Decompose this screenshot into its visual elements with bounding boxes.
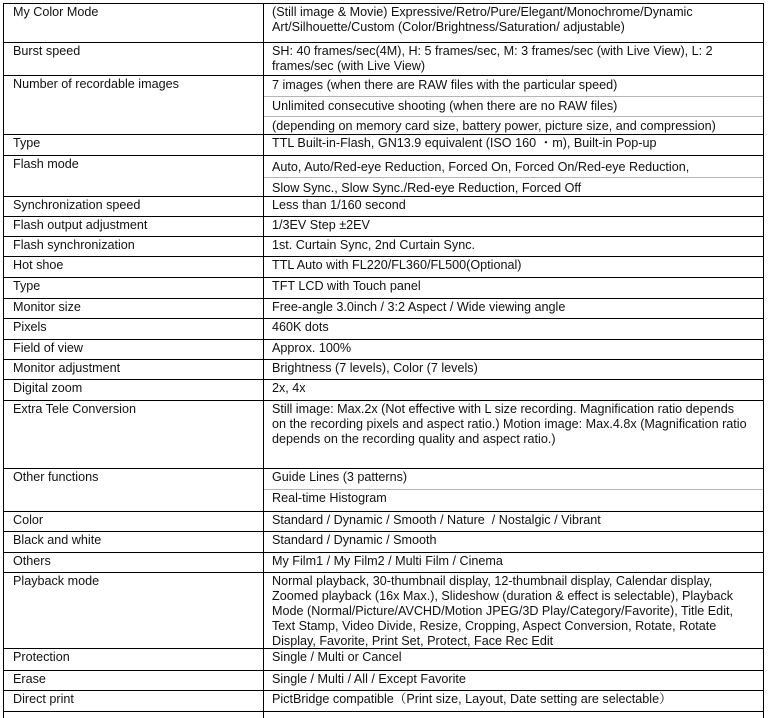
row-label: Protection (4, 649, 264, 670)
table-row (4, 469, 763, 512)
value-line: Standard / Dynamic / Smooth (272, 533, 437, 547)
value-line: Approx. 100% (272, 341, 352, 355)
row-label: Synchronization speed (4, 197, 264, 216)
value-line: Single / Multi or Cancel (272, 650, 402, 664)
row-value (264, 553, 763, 572)
value-line: Auto, Auto/Red-eye Reduction, Forced On, Forced On/Red-eye Reduction, (272, 160, 690, 174)
value-line: 1st. Curtain Sync, 2nd Curtain Sync. (272, 238, 475, 252)
row-value (264, 257, 763, 277)
row-value (264, 135, 763, 155)
row-value (264, 380, 763, 400)
value-line: 2x, 4x (272, 381, 306, 395)
value-line: 1/3EV Step ±2EV (272, 218, 370, 232)
row-value (264, 43, 763, 75)
value-line: PictBridge compatible（Print size, Layout, Date setting are selectable） (272, 692, 672, 706)
row-label: Monitor size (4, 299, 264, 318)
table-row (4, 553, 763, 573)
value-line: Normal playback, 30-thumbnail display, 12-thumbnail display, Calendar display, Zoomed playback (16x Max.), Slideshow (duration & effect is selectable), Playback Mode (Normal/Picture/AVCHD/Motion JPEG/3D Play/Category/Favorite), Title Edit, Text Stamp, Video Divide, Resize, Cropping, Aspect Conversion, Rotate, Rotate Display, Favorite, Print Set, Protect, Face Rec Edit (272, 574, 734, 648)
value-line: Standard / Dynamic / Smooth / Nature / Nostalgic / Vibrant (272, 513, 601, 527)
table-row (4, 573, 763, 649)
row-label: Pixels (4, 319, 264, 339)
row-label: My Color Mode (4, 4, 264, 42)
table-row (4, 360, 763, 380)
row-label: Flash synchronization (4, 237, 264, 256)
table-row (4, 278, 763, 299)
table-row (4, 197, 763, 217)
row-value (264, 156, 763, 196)
row-label: Extra Tele Conversion (4, 401, 264, 468)
table-row (4, 532, 763, 553)
row-value (264, 671, 763, 690)
row-label: Monitor adjustment (4, 360, 264, 379)
row-label: Flash mode (4, 156, 264, 196)
row-value (264, 217, 763, 236)
table-row (4, 671, 763, 691)
row-value (264, 573, 763, 648)
row-label: Other functions (4, 469, 264, 511)
row-value (264, 532, 763, 552)
row-value (264, 512, 763, 531)
row-label: Erase (4, 671, 264, 690)
table-row (4, 691, 763, 712)
row-value (264, 197, 763, 216)
row-label: Flash output adjustment (4, 217, 264, 236)
table-row (4, 156, 763, 197)
row-value (264, 401, 763, 468)
row-label: Others (4, 553, 264, 572)
value-line: Still image: Max.2x (Not effective with L size recording. Magnification ratio depends on the recording pixels and aspect ratio.) Motion image: Max.4.8x (Magnification ratio depends on the recording quality and aspect ratio.) (272, 402, 747, 446)
row-label: Playback mode (4, 573, 264, 648)
row-label: Number of recordable images (4, 76, 264, 134)
row-label: Color (4, 512, 264, 531)
row-label: Type (4, 278, 264, 298)
table-row (4, 237, 763, 257)
row-value (264, 360, 763, 379)
row-value (264, 4, 763, 42)
value-line: Real-time Histogram (264, 489, 763, 511)
table-row (4, 380, 763, 401)
row-value (264, 691, 763, 711)
spec-table (3, 3, 764, 718)
value-line: SH: 40 frames/sec(4M), H: 5 frames/sec, M: 3 frames/sec (with Live View), L: 2 frames/sec (with Live View) (272, 44, 713, 73)
row-value (264, 237, 763, 256)
row-label: Hot shoe (4, 257, 264, 277)
row-label: Burst speed (4, 43, 264, 75)
table-row (4, 135, 763, 156)
table-row (4, 340, 763, 360)
value-line: Less than 1/160 second (272, 198, 406, 212)
row-label: Black and white (4, 532, 264, 552)
value-line: Brightness (7 levels), Color (7 levels) (272, 361, 478, 375)
row-value (264, 340, 763, 359)
value-line: My Film1 / My Film2 / Multi Film / Cinema (272, 554, 503, 568)
table-row-clipped (4, 712, 763, 718)
value-line: Guide Lines (3 patterns) (272, 470, 408, 484)
value-line: (depending on memory card size, battery power, picture size, and compression) (264, 116, 763, 134)
row-value (264, 76, 763, 134)
table-row (4, 76, 763, 135)
value-line: Free-angle 3.0inch / 3:2 Aspect / Wide viewing angle (272, 300, 566, 314)
row-label: Type (4, 135, 264, 155)
row-label: Digital zoom (4, 380, 264, 400)
table-row (4, 43, 763, 76)
table-row (4, 217, 763, 237)
value-line: Unlimited consecutive shooting (when there are no RAW files) (264, 96, 763, 116)
row-value (264, 469, 763, 511)
value-line: TTL Built-in-Flash, GN13.9 equivalent (ISO 160 ・m), Built-in Pop-up (272, 136, 657, 150)
row-label: Field of view (4, 340, 264, 359)
row-value (264, 649, 763, 670)
row-value (264, 278, 763, 298)
table-row (4, 649, 763, 671)
value-line: Slow Sync., Slow Sync./Red-eye Reduction, Forced Off (264, 177, 763, 196)
value-line: TFT LCD with Touch panel (272, 279, 421, 293)
row-value (264, 299, 763, 318)
table-row (4, 299, 763, 319)
row-value (264, 319, 763, 339)
value-line: 460K dots (272, 320, 329, 334)
table-row (4, 319, 763, 340)
table-row (4, 257, 763, 278)
row-label: Direct print (4, 691, 264, 711)
row-value (264, 712, 763, 718)
row-label (4, 712, 264, 718)
value-line: 7 images (when there are RAW files with the particular speed) (272, 78, 618, 92)
value-line: Single / Multi / All / Except Favorite (272, 672, 466, 686)
value-line: TTL Auto with FL220/FL360/FL500(Optional) (272, 258, 522, 272)
table-row (4, 401, 763, 469)
table-row (4, 4, 763, 43)
table-row (4, 512, 763, 532)
value-line: (Still image & Movie) Expressive/Retro/Pure/Elegant/Monochrome/Dynamic Art/Silhouette/Custom (Color/Brightness/Saturation/ adjustable) (272, 5, 693, 34)
